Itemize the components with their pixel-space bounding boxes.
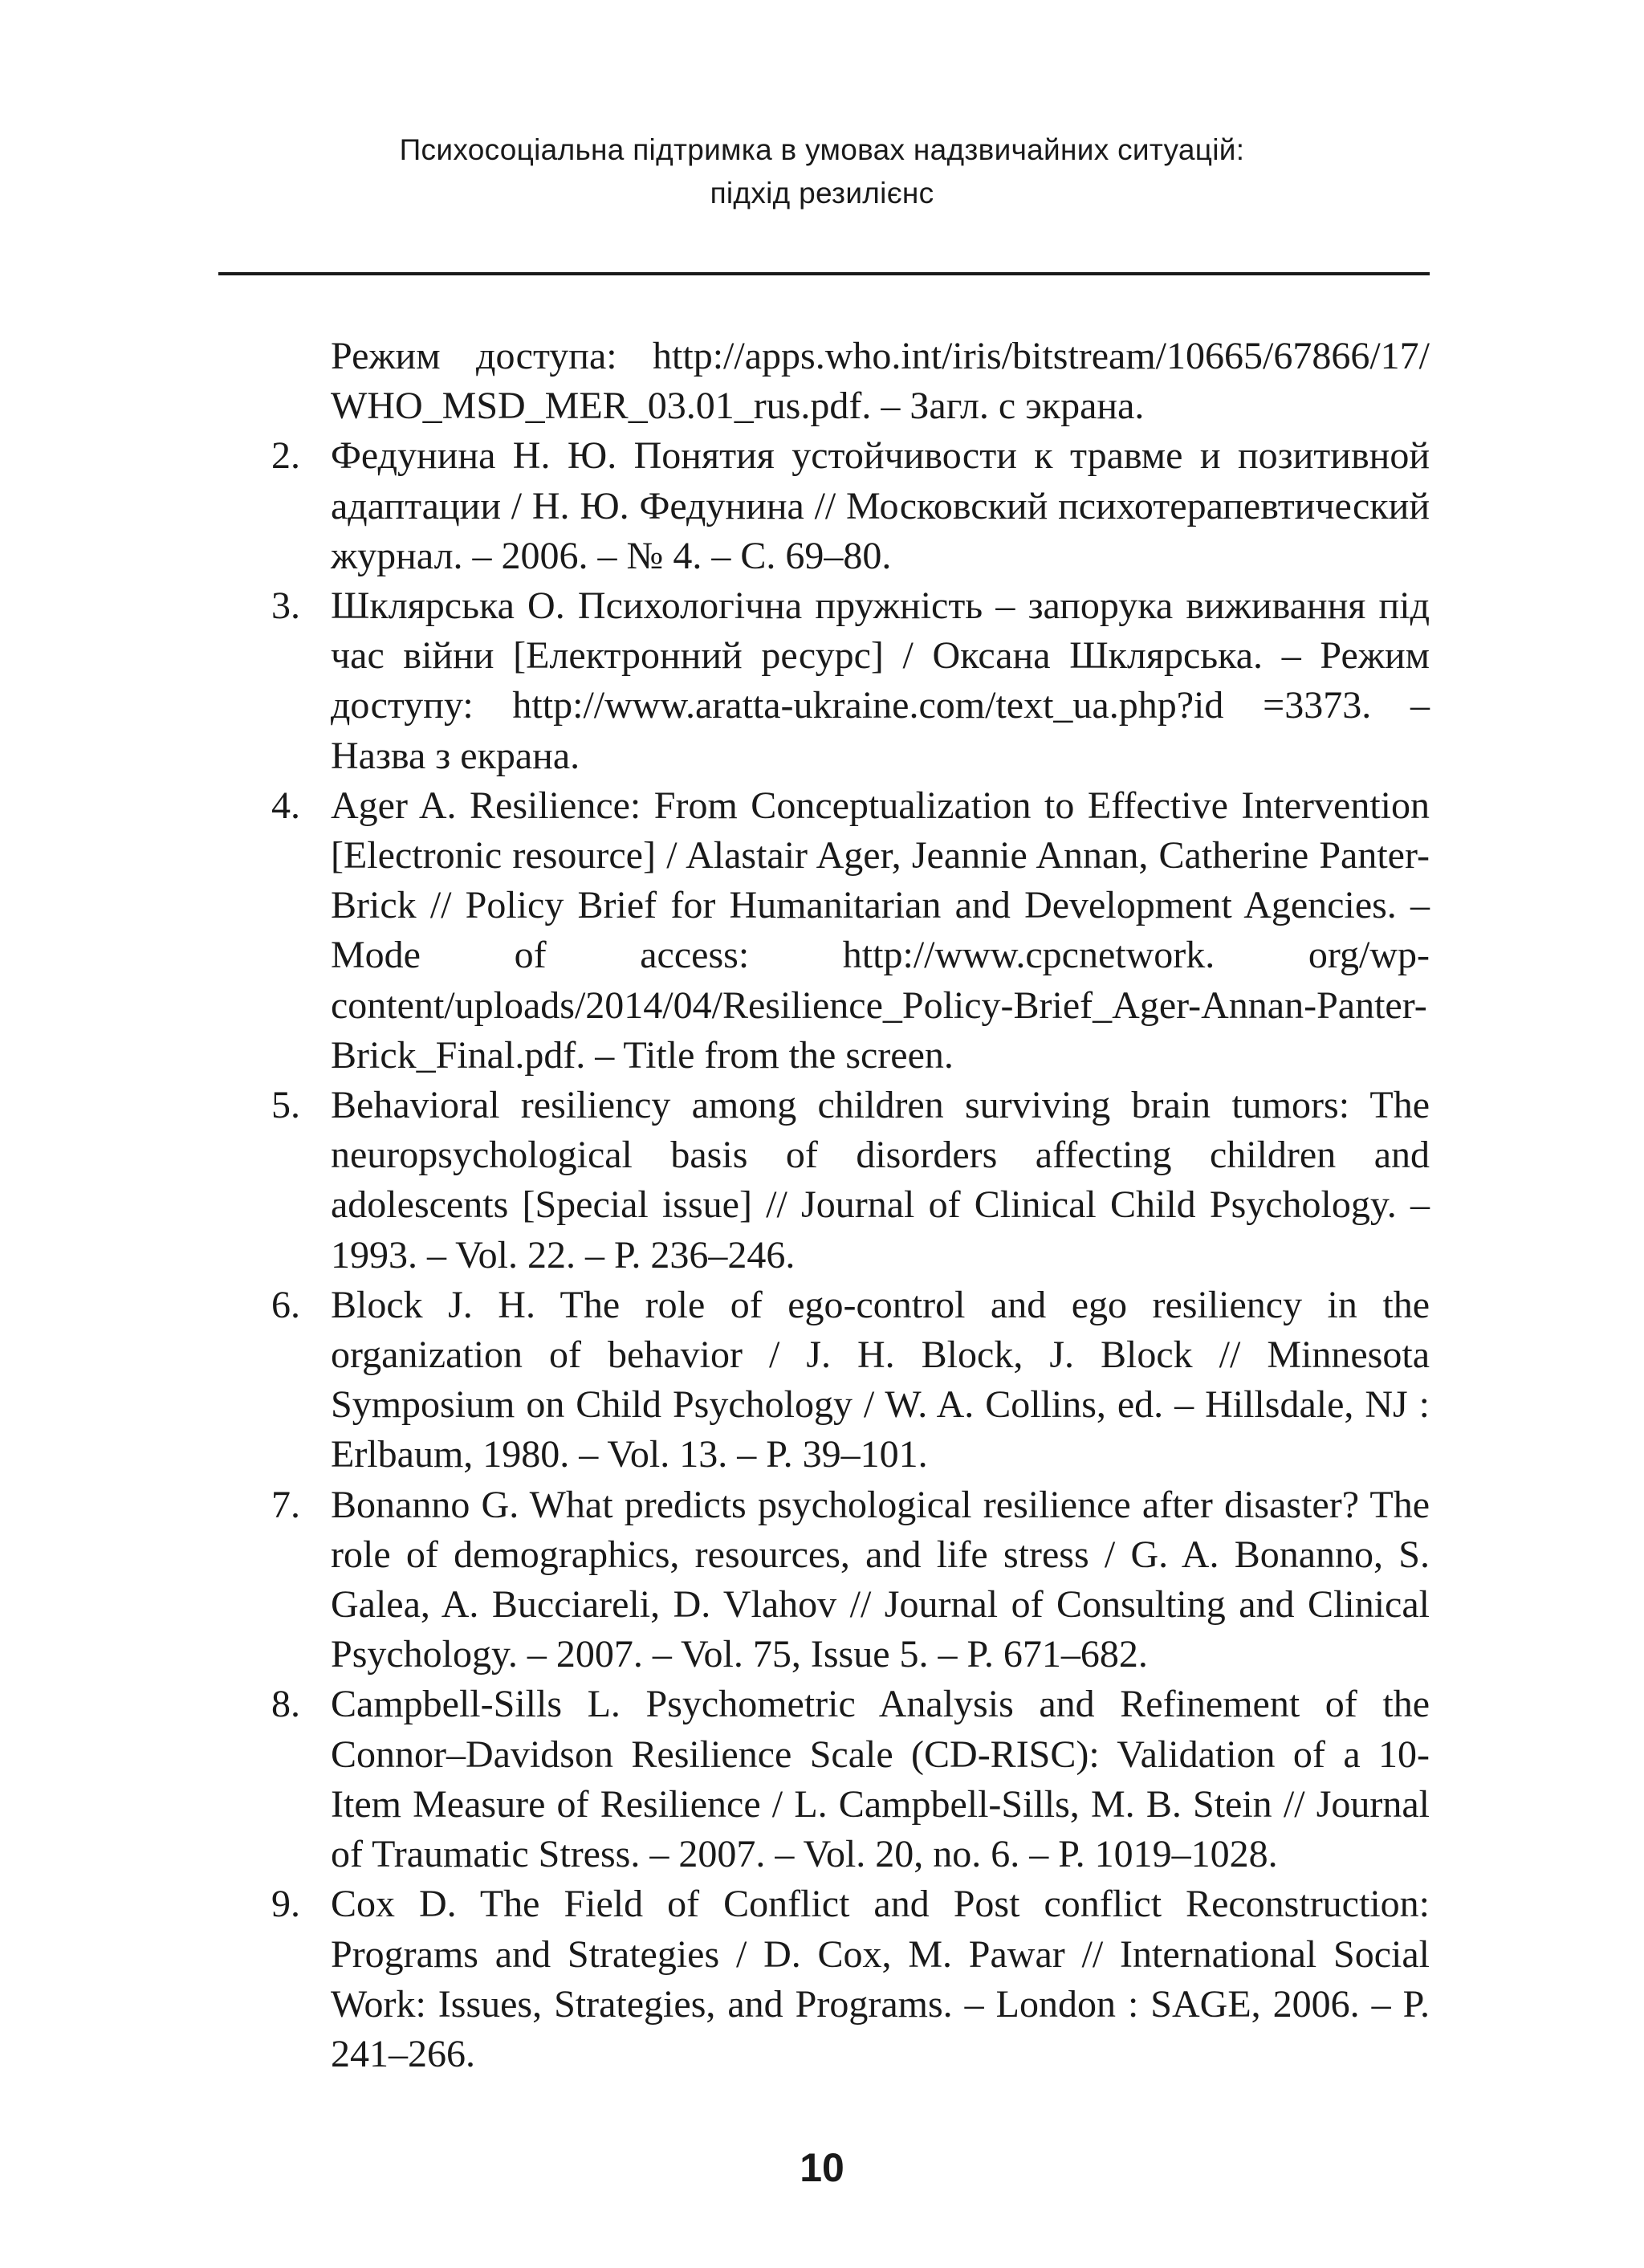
reference-number: 6.: [271, 1283, 300, 1326]
reference-text: Федунина Н. Ю. Понятия устойчивости к травме и позитивной адаптации / Н. Ю. Федунина // Московский психотерапевтический журнал. – 2006. – № 4. – С. 69–80.: [331, 434, 1430, 577]
reference-number: 3.: [271, 584, 300, 628]
reference-number: 5.: [271, 1084, 300, 1127]
reference-item-continuation: [271, 332, 1430, 431]
reference-text: Режим доступа: http://apps.who.int/iris/bitstream/10665/67866/17/ WHO_MSD_MER_03.01_rus.pdf. – Загл. с экрана.: [331, 335, 1430, 428]
reference-number: 2.: [271, 434, 300, 478]
reference-number: 8.: [271, 1683, 300, 1726]
reference-text: Ager A. Resilience: From Conceptualization to Effective Intervention [Electronic resource] / Alastair Ager, Jeannie Annan, Catherine Panter-Brick // Policy Brief for Humanitarian and Development Agencies. – Mode of access: http://www.cpcnetwork. org/wp-content/uploads/2014/04/Resilience_Policy-Brief_Ager-Annan-Panter-Brick_Final.pdf. – Title from the screen.: [331, 784, 1430, 1077]
reference-item-9: [271, 1879, 1430, 2079]
header-divider: [218, 272, 1430, 275]
page-number: 10: [800, 2145, 844, 2190]
reference-text: Behavioral resiliency among children surviving brain tumors: The neuropsychological basis of disorders affecting children and adolescents [Special issue] // Journal of Clinical Child Psychology. – 1993. – Vol. 22. – P. 236–246.: [331, 1084, 1430, 1277]
reference-item-7: [271, 1480, 1430, 1680]
reference-item-5: [271, 1081, 1430, 1281]
reference-number: 9.: [271, 1883, 300, 1926]
running-header-line-1: Психосоціальна підтримка в умовах надзвичайних ситуацій:: [399, 133, 1245, 166]
running-header-line-2: підхід резилієнс: [710, 177, 934, 210]
reference-list: [271, 332, 1430, 2079]
reference-number: 7.: [271, 1483, 300, 1526]
reference-text: Campbell-Sills L. Psychometric Analysis and Refinement of the Connor–Davidson Resilience Scale (CD-RISC): Validation of a 10-Item Measure of Resilience / L. Campbell-Sills, M. B. Stein // Journal of Traumatic Stress. – 2007. – Vol. 20, no. 6. – P. 1019–1028.: [331, 1683, 1430, 1876]
reference-item-8: [271, 1680, 1430, 1879]
reference-item-6: [271, 1281, 1430, 1480]
reference-item-3: [271, 581, 1430, 781]
reference-number: 4.: [271, 784, 300, 827]
reference-item-4: [271, 781, 1430, 1081]
reference-text: Bonanno G. What predicts psychological resilience after disaster? The role of demographics, resources, and life stress / G. A. Bonanno, S. Galea, A. Bucciareli, D. Vlahov // Journal of Consulting and Clinical Psychology. – 2007. – Vol. 75, Issue 5. – P. 671–682.: [331, 1483, 1430, 1676]
reference-text: Block J. H. The role of ego-control and ego resiliency in the organization of behavior / J. H. Block, J. Block // Minnesota Symposium on Child Psychology / W. A. Collins, ed. – Hillsdale, NJ : Erlbaum, 1980. – Vol. 13. – P. 39–101.: [331, 1283, 1430, 1476]
reference-text: Cox D. The Field of Conflict and Post conflict Reconstruction: Programs and Strategies / D. Cox, M. Pawar // International Social Work: Issues, Strategies, and Programs. – London : SAGE, 2006. – P. 241–266.: [331, 1883, 1430, 2075]
reference-text: Шклярська О. Психологічна пружність – запорука виживання під час війни [Електронний ресурс] / Оксана Шклярська. – Режим доступу: http://www.aratta-ukraine.com/text_ua.php?id =3373. – Назва з екрана.: [331, 584, 1430, 777]
reference-item-2: [271, 431, 1430, 581]
running-header: [0, 128, 1644, 215]
